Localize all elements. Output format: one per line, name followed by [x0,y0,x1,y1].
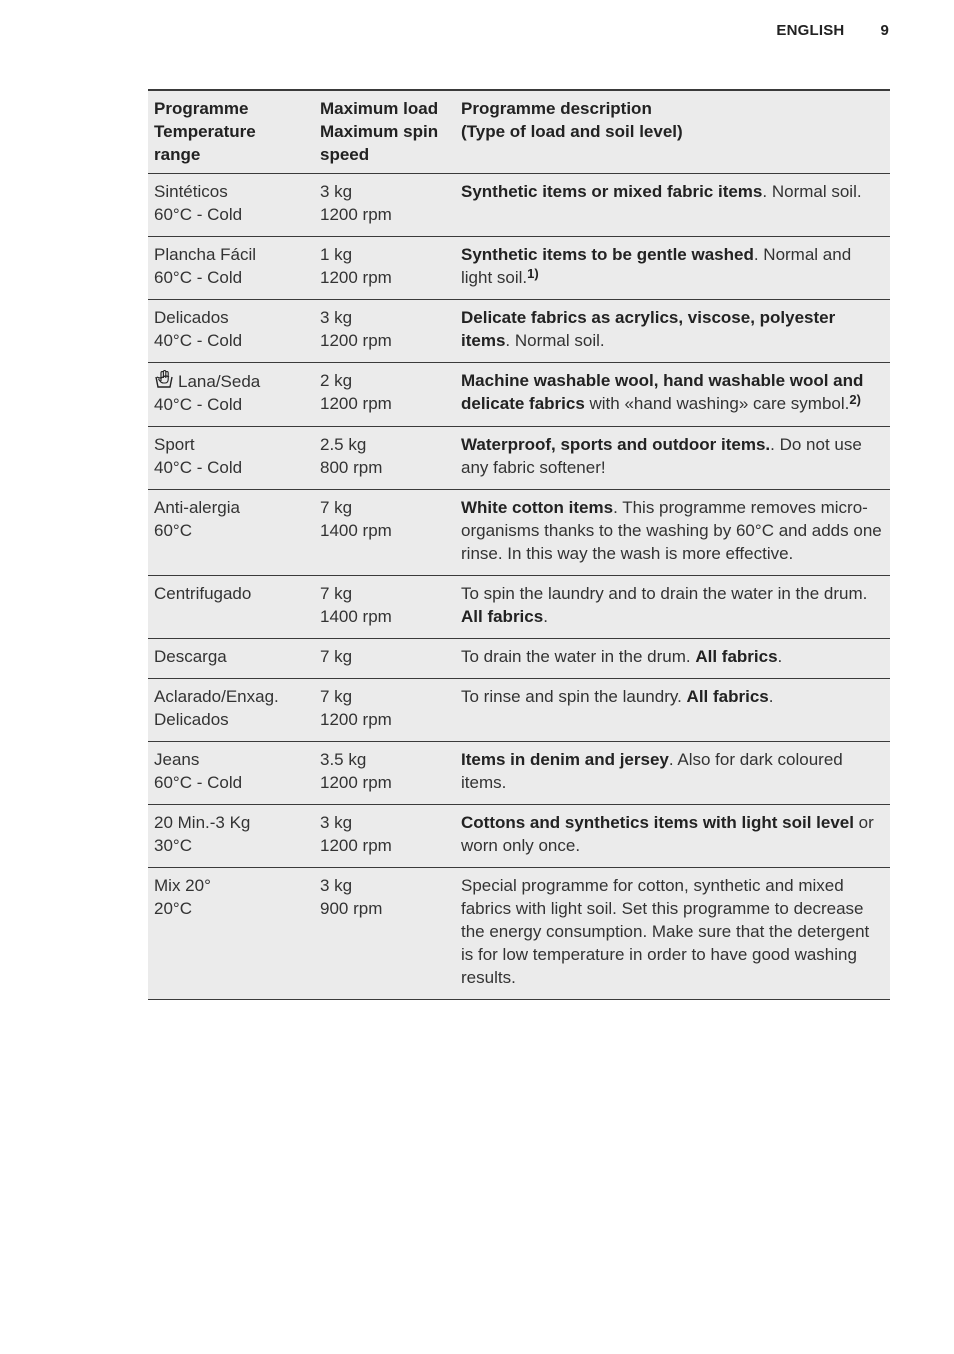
programme-name: Centrifugado [154,584,252,603]
header-load: Maximum load Maximum spin speed [314,90,455,174]
description-text: . [777,647,783,666]
load-cell [314,679,455,742]
description-cell [455,363,890,427]
programme-cell [148,300,314,363]
load-cell [314,639,455,679]
description-text: Synthetic items or mixed fabric items [461,182,763,201]
description-text: Special programme for cotton, synthetic and mixed fabrics with light soil. Set this programme to decrease the energy consumption. Make sure that the detergent is for low temperature in order to have good washing results. [461,876,870,987]
programme-cell [148,237,314,300]
hand-wash-icon [154,369,174,389]
max-spin: 800 rpm [320,458,383,477]
programme-name: Sport [154,435,195,454]
description-text: . Normal soil. [505,331,605,350]
description-text: Machine washable wool, hand washable wool and delicate fabrics [461,371,864,413]
programme-cell [148,363,314,427]
load-cell [314,237,455,300]
table-row [148,237,890,300]
description-cell [455,174,890,237]
load-cell [314,174,455,237]
load-cell [314,868,455,1000]
footnote-ref: 2) [849,392,861,407]
max-spin: 1200 rpm [320,773,392,792]
description-cell [455,427,890,490]
max-load: 2.5 kg [320,435,367,454]
max-load: 3 kg [320,182,353,201]
programme-name: Lana/Seda [178,372,261,391]
programme-name: Aclarado/Enxag. [154,687,279,706]
programme-cell [148,490,314,576]
description-text: Synthetic items to be gentle washed [461,245,754,264]
programme-temperature: 60°C - Cold [154,773,243,792]
programme-name: 20 Min.-3 Kg [154,813,251,832]
description-text: White cotton items [461,498,614,517]
table-row [148,805,890,868]
description-cell [455,490,890,576]
description-cell [455,639,890,679]
max-load: 7 kg [320,498,353,517]
description-text: . Normal and light soil. [461,245,852,287]
programme-temperature: 60°C - Cold [154,268,243,287]
table-row [148,576,890,639]
load-cell [314,300,455,363]
programme-temperature: 40°C - Cold [154,331,243,350]
programme-cell [148,576,314,639]
description-text: . This programme removes micro-organisms thanks to the washing by 60°C and adds one rinse. In this way the wash is more effective. [461,498,882,563]
description-text: Delicate fabrics as acrylics, viscose, polyester items [461,308,836,350]
description-text: . Do not use any fabric softener! [461,435,862,477]
description-cell [455,300,890,363]
description-cell [455,679,890,742]
load-cell [314,490,455,576]
programme-cell [148,639,314,679]
programme-name: Mix 20° [154,876,211,895]
max-spin: 1200 rpm [320,836,392,855]
description-text: Waterproof, sports and outdoor items. [461,435,771,454]
description-text: All fabrics [695,647,778,666]
description-cell [455,576,890,639]
language-label: ENGLISH [776,22,845,39]
description-text: Items in denim and jersey [461,750,669,769]
description-cell [455,868,890,1000]
description-text: . Normal soil. [762,182,862,201]
programme-temperature: Delicados [154,710,229,729]
max-spin: 1200 rpm [320,331,392,350]
max-spin: 1400 rpm [320,521,392,540]
max-load: 7 kg [320,647,353,666]
header-description: Programme description (Type of load and soil level) [455,90,890,174]
max-spin: 1400 rpm [320,607,392,626]
max-load: 1 kg [320,245,353,264]
programme-name: Delicados [154,308,229,327]
description-text: Cottons and synthetics items with light soil level [461,813,854,832]
header-programme: Programme Temperature range [148,90,314,174]
max-load: 7 kg [320,687,353,706]
footnote-ref: 1) [527,266,539,281]
programme-name: Sintéticos [154,182,228,201]
table-row [148,742,890,805]
description-text: To rinse and spin the laundry. [461,687,687,706]
description-text: . [768,687,774,706]
description-text: To drain the water in the drum. [461,647,696,666]
max-load: 3.5 kg [320,750,367,769]
description-text: or worn only once. [461,813,874,855]
description-text: . [543,607,548,626]
max-load: 7 kg [320,584,353,603]
table-row [148,639,890,679]
programme-cell [148,868,314,1000]
programme-name: Plancha Fácil [154,245,257,264]
programme-name: Anti-alergia [154,498,240,517]
table-row [148,300,890,363]
programme-temperature: 60°C [154,521,192,540]
programme-cell [148,679,314,742]
programme-cell [148,427,314,490]
description-text: To spin the laundry and to drain the water in the drum. [461,584,868,603]
load-cell [314,576,455,639]
table-row [148,427,890,490]
programme-temperature: 60°C - Cold [154,205,243,224]
programme-temperature: 40°C - Cold [154,395,243,414]
table-row [148,174,890,237]
programme-name: Descarga [154,647,227,666]
page-number: 9 [880,22,889,39]
max-load: 3 kg [320,308,353,327]
description-cell [455,237,890,300]
page-header [776,22,889,39]
programme-temperature: 40°C - Cold [154,458,243,477]
programme-cell [148,174,314,237]
load-cell [314,805,455,868]
description-cell [455,805,890,868]
description-cell [455,742,890,805]
max-spin: 1200 rpm [320,205,392,224]
table-header-row [148,90,890,174]
description-text: All fabrics [461,607,544,626]
max-spin: 1200 rpm [320,394,392,413]
table-row [148,490,890,576]
load-cell [314,742,455,805]
max-spin: 1200 rpm [320,268,392,287]
table-body [148,174,890,1000]
table-row [148,868,890,1000]
programme-name: Jeans [154,750,200,769]
description-text: with «hand washing» care symbol. [584,394,850,413]
table-row [148,363,890,427]
programme-cell [148,742,314,805]
programme-temperature: 30°C [154,836,192,855]
load-cell [314,363,455,427]
load-cell [314,427,455,490]
max-spin: 1200 rpm [320,710,392,729]
max-spin: 900 rpm [320,899,383,918]
programme-temperature: 20°C [154,899,192,918]
table-row [148,679,890,742]
programme-table [148,89,890,1000]
description-text: All fabrics [686,687,769,706]
max-load: 3 kg [320,876,353,895]
max-load: 2 kg [320,371,353,390]
description-text: . Also for dark coloured items. [461,750,843,792]
programme-cell [148,805,314,868]
max-load: 3 kg [320,813,353,832]
